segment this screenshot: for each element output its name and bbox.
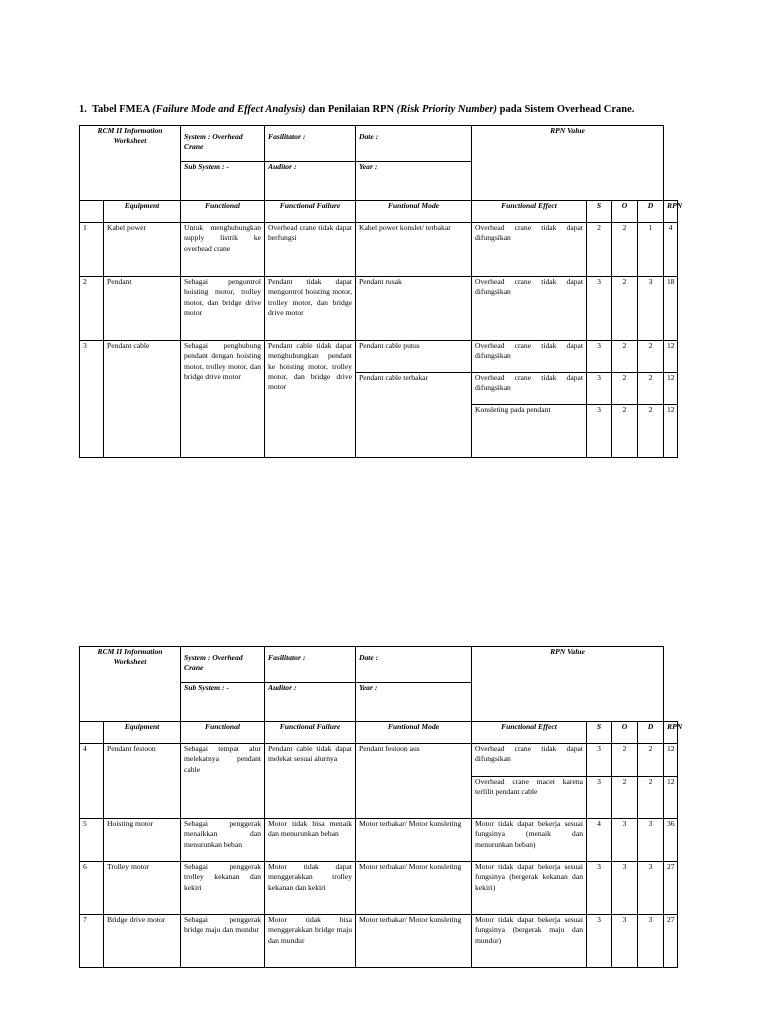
s-value: 2: [587, 223, 612, 277]
equipment-cell: Hoisting motor: [104, 819, 181, 862]
functional-mode-cell: Pendant festoon aus: [356, 744, 472, 819]
sub-system-label: Sub System : -: [181, 683, 265, 722]
functional-cell: Sebagai pengontrol hoisting motor, trolley motor, dan bridge drive motor: [181, 277, 265, 341]
col-header: Equipment: [104, 201, 181, 223]
equipment-cell: Pendant festoon: [104, 744, 181, 819]
heading-text-4: (Risk Priority Number): [396, 104, 498, 115]
d-value: 2: [638, 373, 664, 405]
date-label: Date :: [356, 647, 472, 683]
col-header: O: [612, 201, 638, 223]
functional-cell: Sebagai penggerak trolley kekanan dan kekiri: [181, 862, 265, 915]
col-header: Functional Effect: [472, 722, 587, 744]
col-header: S: [587, 722, 612, 744]
row-number: 6: [80, 862, 104, 915]
heading-text-2: (Failure Mode and Effect Analysis): [152, 104, 306, 115]
functional-mode-cell: Motor terbakar/ Motor konsleting: [356, 862, 472, 915]
o-value: 2: [612, 373, 638, 405]
equipment-cell: Trolley motor: [104, 862, 181, 915]
functional-cell: Sebagai tempat alur melekatnya pendant cable: [181, 744, 265, 819]
d-value: 3: [638, 915, 664, 968]
table-row: [80, 223, 678, 277]
equipment-cell: Pendant: [104, 277, 181, 341]
functional-mode-cell: Pendant cable putus: [356, 341, 472, 373]
s-value: 3: [587, 373, 612, 405]
header-row: [80, 647, 678, 683]
fasilitator-label: Fasilitator :: [265, 647, 356, 683]
rpn-value: 36: [664, 819, 678, 862]
functional-effect-cell: Motor tidak dapat bekerja sesuai fungsinya (bergerak kekanan dan kekiri): [472, 862, 587, 915]
date-label: Date :: [356, 126, 472, 162]
heading-number: 1.: [79, 104, 87, 115]
functional-failure-cell: Pendant cable tidak dapat melekat sesuai alurnya: [265, 744, 356, 819]
s-value: 3: [587, 277, 612, 341]
col-no: [80, 722, 104, 744]
row-number: 5: [80, 819, 104, 862]
col-header: RPN: [664, 722, 678, 744]
functional-effect-cell: Overhead crane tidak dapat difungsikan: [472, 341, 587, 373]
col-header: D: [638, 201, 664, 223]
o-value: 2: [612, 744, 638, 777]
column-header-row: [80, 722, 678, 744]
s-value: 3: [587, 405, 612, 458]
table-row: [80, 862, 678, 915]
d-value: 2: [638, 777, 664, 819]
rpn-value-label: RPN Value: [472, 647, 664, 722]
d-value: 1: [638, 223, 664, 277]
functional-effect-cell: Overhead crane macet karena terlilit pendant cable: [472, 777, 587, 819]
functional-failure-cell: Motor tidak bisa menaik dan menurunkan beban: [265, 819, 356, 862]
equipment-cell: Kabel power: [104, 223, 181, 277]
row-number: 1: [80, 223, 104, 277]
o-value: 2: [612, 777, 638, 819]
row-number: 4: [80, 744, 104, 819]
sub-system-label: Sub System : -: [181, 162, 265, 201]
row-number: 7: [80, 915, 104, 968]
heading-text-5: pada Sistem Overhead Crane.: [497, 104, 635, 115]
rpn-value: 27: [664, 862, 678, 915]
table-row: [80, 819, 678, 862]
s-value: 3: [587, 915, 612, 968]
functional-cell: Untuk menghubungkan supply listrik ke overhead crane: [181, 223, 265, 277]
d-value: 2: [638, 744, 664, 777]
col-header: Functional: [181, 722, 265, 744]
functional-effect-cell: Overhead crane tidak dapat difungsikan: [472, 373, 587, 405]
o-value: 2: [612, 277, 638, 341]
col-header: Functional Failure: [265, 201, 356, 223]
functional-effect-cell: Konsleting pada pendant: [472, 405, 587, 458]
col-header: Functional Effect: [472, 201, 587, 223]
o-value: 3: [612, 915, 638, 968]
rpn-value: 12: [664, 405, 678, 458]
fasilitator-label: Fasilitator :: [265, 126, 356, 162]
auditor-label: Auditor :: [265, 683, 356, 722]
d-value: 3: [638, 819, 664, 862]
functional-mode-cell: Kabel power konslet/ terbakar: [356, 223, 472, 277]
d-value: 3: [638, 862, 664, 915]
equipment-cell: Pendant cable: [104, 341, 181, 458]
equipment-cell: Bridge drive motor: [104, 915, 181, 968]
header-row: [80, 126, 678, 162]
functional-failure-cell: Motor tidak dapat menggerakkan trolley kekanan dan kekiri: [265, 862, 356, 915]
rpn-value: 12: [664, 341, 678, 373]
worksheet-title: RCM II Information Worksheet: [80, 126, 181, 201]
functional-effect-cell: Motor tidak dapat bekerja sesuai fungsinya (menaik dan menurunkan beban): [472, 819, 587, 862]
rpn-value-label: RPN Value: [472, 126, 664, 201]
rpn-value: 12: [664, 777, 678, 819]
functional-cell: Sebagai penggerak bridge maju dan mundur: [181, 915, 265, 968]
s-value: 3: [587, 862, 612, 915]
functional-failure-cell: Motor tidak bisa menggerakkan bridge maju dan mundur: [265, 915, 356, 968]
worksheet-title: RCM II Information Worksheet: [80, 647, 181, 722]
functional-mode-cell: Pendant cable terbakar: [356, 373, 472, 458]
heading-text-1: Tabel FMEA: [91, 104, 153, 115]
functional-mode-cell: Motor terbakar/ Motor konsleting: [356, 915, 472, 968]
table-row: [80, 744, 678, 777]
col-no: [80, 201, 104, 223]
col-header: Functional: [181, 201, 265, 223]
s-value: 3: [587, 777, 612, 819]
rpn-value: 4: [664, 223, 678, 277]
functional-failure-cell: Pendant tidak dapat mengontrol hoisting motor, trolley motor, dan bridge drive motor: [265, 277, 356, 341]
row-number: 2: [80, 277, 104, 341]
o-value: 2: [612, 341, 638, 373]
system-label: System : Overhead Crane: [181, 126, 265, 162]
s-value: 3: [587, 341, 612, 373]
rpn-value: 27: [664, 915, 678, 968]
o-value: 2: [612, 223, 638, 277]
table-row: [80, 277, 678, 341]
functional-effect-cell: Overhead crane tidak dapat difungsikan: [472, 744, 587, 777]
o-value: 3: [612, 819, 638, 862]
year-label: Year :: [356, 683, 472, 722]
row-number: 3: [80, 341, 104, 458]
document-heading: [79, 104, 699, 115]
column-header-row: [80, 201, 678, 223]
functional-cell: Sebagai penghubung pendant dengan hoisting motor, trolley motor, dan bridge drive motor: [181, 341, 265, 458]
system-label: System : Overhead Crane: [181, 647, 265, 683]
functional-effect-cell: Overhead crane tidak dapat difungsikan: [472, 223, 587, 277]
year-label: Year :: [356, 162, 472, 201]
s-value: 4: [587, 819, 612, 862]
functional-mode-cell: Motor terbakar/ Motor konsleting: [356, 819, 472, 862]
functional-failure-cell: Overhead crane tidak dapat berfungsi: [265, 223, 356, 277]
table-row: [80, 915, 678, 968]
col-header: Functional Failure: [265, 722, 356, 744]
s-value: 3: [587, 744, 612, 777]
col-header: Funtional Mode: [356, 201, 472, 223]
functional-effect-cell: Motor tidak dapat bekerja sesuai fungsinya (bergerak maju dan mundur): [472, 915, 587, 968]
o-value: 3: [612, 862, 638, 915]
heading-text-3: dan Penilaian RPN: [305, 104, 397, 115]
col-header: S: [587, 201, 612, 223]
d-value: 3: [638, 277, 664, 341]
col-header: Equipment: [104, 722, 181, 744]
o-value: 2: [612, 405, 638, 458]
auditor-label: Auditor :: [265, 162, 356, 201]
rpn-value: 12: [664, 744, 678, 777]
functional-mode-cell: Pendant rusak: [356, 277, 472, 341]
col-header: RPN: [664, 201, 678, 223]
col-header: O: [612, 722, 638, 744]
functional-effect-cell: Overhead crane tidak dapat difungsikan: [472, 277, 587, 341]
col-header: D: [638, 722, 664, 744]
fmea-table-1: [79, 125, 683, 458]
rpn-value: 18: [664, 277, 678, 341]
col-header: Funtional Mode: [356, 722, 472, 744]
rpn-value: 12: [664, 373, 678, 405]
fmea-table-2: [79, 646, 683, 968]
functional-failure-cell: Pendant cable tidak dapat menghubungkan pendant ke hoisting motor, trolley motor, dan bridge drive motor: [265, 341, 356, 458]
functional-cell: Sebagai penggerak menaikkan dan menurunkan beban: [181, 819, 265, 862]
d-value: 2: [638, 405, 664, 458]
table-row: [80, 341, 678, 373]
d-value: 2: [638, 341, 664, 373]
